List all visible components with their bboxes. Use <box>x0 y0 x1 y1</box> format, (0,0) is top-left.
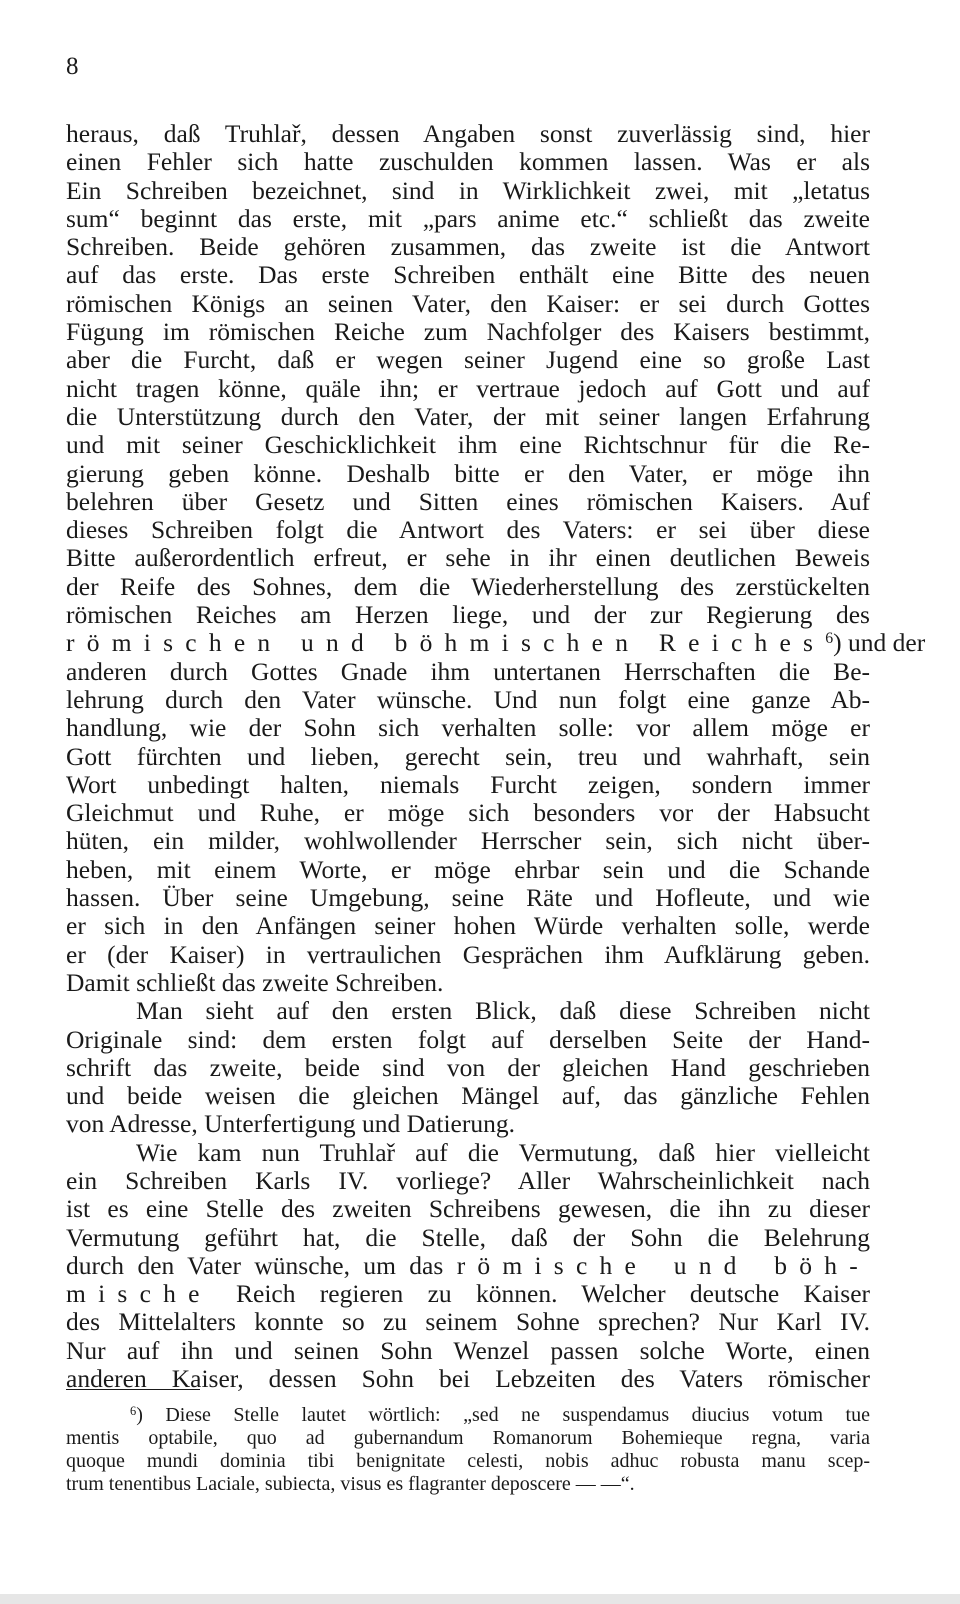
text-line: gierung geben könne. Deshalb bitte er den Vater, er möge ihn <box>66 458 870 488</box>
text-fragment: ) Diese Stelle lautet wörtlich: „sed ne suspendamus diucius votum tue <box>136 1404 870 1426</box>
text-line: er (der Kaiser) in vertraulichen Gesprächen ihm Aufklärung geben. <box>66 939 870 969</box>
footnote-line <box>66 1404 870 1427</box>
footnote-ref: 6 <box>825 630 834 648</box>
page-number: 8 <box>66 53 79 80</box>
text-line: römischen Reiches am Herzen liege, und der zur Regierung des <box>66 600 870 630</box>
footnote-marker: 6 <box>130 1403 137 1418</box>
footnote-line: mentis optabile, quo ad gubernandum Romanorum Bohemieque regna, varia <box>66 1427 870 1449</box>
spaced-emphasis: römische und böh- <box>456 1250 870 1280</box>
text-line: Bitte außerordentlich erfreut, er sehe in ihr einen deutlichen Beweis <box>66 543 870 573</box>
text-line: sum“ beginnt das erste, mit „pars anime etc.“ schließt das zweite <box>66 203 870 233</box>
spaced-emphasis: mische <box>66 1279 212 1309</box>
text-line: dieses Schreiben folgt die Antwort des Vaters: er sei über diese <box>66 515 870 545</box>
text-line: er sich in den Anfängen seiner hohen Würde verhalten solle, werde <box>66 911 870 941</box>
text-line: hüten, ein milder, wohlwollender Herrscher sein, sich nicht über- <box>66 826 870 856</box>
text-line: einen Fehler sich hatte zuschulden kommen lassen. Was er als <box>66 147 870 177</box>
text-line: anderen Kaiser, dessen Sohn bei Lebzeiten des Vaters römischer <box>66 1364 870 1394</box>
page-bottom-edge <box>0 1594 960 1604</box>
text-line: die Unterstützung durch den Vater, der mit seiner langen Erfahrung <box>66 401 870 431</box>
spaced-emphasis: römischen und böhmischen Reiches <box>66 628 826 658</box>
text-line: lehrung durch den Vater wünsche. Und nun folgt eine ganze Ab- <box>66 684 870 714</box>
footnote-line: quoque mundi dominia tibi benignitate celesti, nobis adhuc robusta manu scep- <box>66 1450 870 1472</box>
text-line: belehren über Gesetz und Sitten eines römischen Kaisers. Auf <box>66 486 870 516</box>
spaced-text-line <box>66 628 926 658</box>
text-line: und mit seiner Geschicklichkeit ihm eine Richtschnur für die Re- <box>66 430 870 460</box>
text-line: von Adresse, Unterfertigung und Datierung. <box>66 1109 515 1139</box>
text-line: handlung, wie der Sohn sich verhalten solle: vor allem möge er <box>66 713 870 743</box>
text-line: anderen durch Gottes Gnade ihm untertanen Herrschaften die Be- <box>66 656 870 686</box>
text-line: und beide weisen die gleichen Mängel auf, das gänzliche Fehlen <box>66 1081 870 1111</box>
footnote-line: trum tenentibus Laciale, subiecta, visus es flagranter deposcere — —“. <box>66 1473 635 1495</box>
text-line: Gott fürchten und lieben, gerecht sein, treu und wahrhaft, sein <box>66 741 870 771</box>
mixed-text-line <box>66 1280 870 1308</box>
mixed-text-line <box>66 1252 870 1280</box>
text-line: auf das erste. Das erste Schreiben enthält eine Bitte des neuen <box>66 260 870 290</box>
text-line: römischen Königs an seinen Vater, den Kaiser: er sei durch Gottes <box>66 288 870 318</box>
text-line: heraus, daß Truhlař, dessen Angaben sonst zuverlässig sind, hier <box>66 119 870 148</box>
text-line: Gleichmut und Ruhe, er möge sich besonders vor der Habsucht <box>66 798 870 828</box>
text-line: der Reife des Sohnes, dem die Wiederherstellung des zerstückelten <box>66 571 870 601</box>
text-line: Fügung im römischen Reiche zum Nachfolger des Kaisers bestimmt, <box>66 317 870 347</box>
text-line: Vermutung geführt hat, die Stelle, daß der Sohn die Belehrung <box>66 1222 870 1252</box>
footnote <box>66 1404 870 1496</box>
text-line: Ein Schreiben bezeichnet, sind in Wirklichkeit zwei, mit „letatus <box>66 175 870 205</box>
text-line: ein Schreiben Karls IV. vorliege? Aller Wahrscheinlichkeit nach <box>66 1165 870 1195</box>
text-line: Wie kam nun Truhlař auf die Vermutung, daß hier vielleicht <box>136 1137 870 1167</box>
text-line: Nur auf ihn und seinen Sohn Wenzel passen solche Worte, einen <box>66 1335 870 1365</box>
text-fragment: ) und der <box>833 628 926 658</box>
text-line: aber die Furcht, daß er wegen seiner Jugend eine so große Last <box>66 345 870 375</box>
body-text <box>66 119 926 1394</box>
text-fragment: Reich regieren zu können. Welcher deutsche Kaiser <box>211 1279 870 1309</box>
text-line: Man sieht auf den ersten Blick, daß diese Schreiben nicht <box>136 996 870 1026</box>
text-line: schrift das zweite, beide sind von der gleichen Hand geschrieben <box>66 1052 870 1082</box>
text-line: hassen. Über seine Umgebung, seine Räte und Hofleute, und wie <box>66 883 870 913</box>
text-line: des Mittelalters konnte so zu seinem Sohne sprechen? Nur Karl IV. <box>66 1307 870 1337</box>
text-line: Schreiben. Beide gehören zusammen, das zweite ist die Antwort <box>66 232 870 262</box>
text-line: heben, mit einem Worte, er möge ehrbar sein und die Schande <box>66 854 870 884</box>
text-line: Wort unbedingt halten, niemals Furcht zeigen, sondern immer <box>66 769 870 799</box>
text-line: Originale sind: dem ersten folgt auf derselben Seite der Hand- <box>66 1024 870 1054</box>
text-line: ist es eine Stelle des zweiten Schreibens gewesen, die ihn zu dieser <box>66 1194 870 1224</box>
text-line: Damit schließt das zweite Schreiben. <box>66 967 444 997</box>
text-line: nicht tragen könne, quäle ihn; er vertraue jedoch auf Gott und auf <box>66 373 870 403</box>
footnote-separator <box>66 1389 200 1390</box>
text-fragment: durch den Vater wünsche, um das <box>66 1250 457 1280</box>
